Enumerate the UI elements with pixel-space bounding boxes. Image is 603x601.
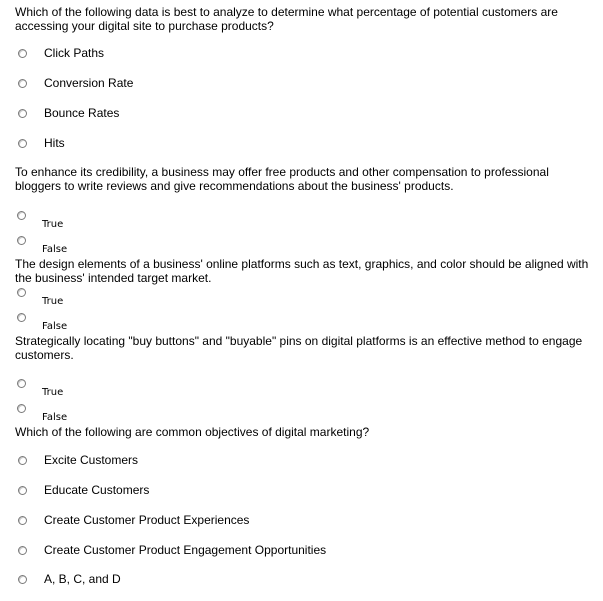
q1-option-hits[interactable] <box>18 135 65 151</box>
option-label: Educate Customers <box>44 483 150 497</box>
q1-option-bounce-rates[interactable] <box>18 105 119 121</box>
q5-option-engagement-opportunities[interactable] <box>18 542 326 558</box>
option-label: Create Customer Product Engagement Opportunities <box>44 543 327 557</box>
q1-option-click-paths[interactable] <box>18 45 104 61</box>
radio-button[interactable] <box>17 236 26 245</box>
radio-button[interactable] <box>17 211 26 220</box>
radio-button[interactable] <box>18 546 27 555</box>
radio-button[interactable] <box>17 404 26 413</box>
option-label: False <box>42 412 68 423</box>
option-label: False <box>42 321 68 332</box>
option-label: Hits <box>44 136 65 150</box>
q5-option-excite-customers[interactable] <box>18 452 138 468</box>
radio-button[interactable] <box>18 139 27 148</box>
radio-button[interactable] <box>18 575 27 584</box>
radio-button[interactable] <box>18 516 27 525</box>
radio-button[interactable] <box>18 456 27 465</box>
question-2-text: To enhance its credibility, a business may offer free products and other compensation to professional bloggers to write reviews and give recommendations about the business' products. <box>15 165 549 193</box>
q1-option-conversion-rate[interactable] <box>18 75 133 91</box>
question-1-text: Which of the following data is best to analyze to determine what percentage of potential customers are accessing your digital site to purchase products? <box>15 5 558 33</box>
radio-button[interactable] <box>18 49 27 58</box>
question-5-text: Which of the following are common objectives of digital marketing? <box>15 425 370 439</box>
radio-button[interactable] <box>18 109 27 118</box>
option-label: A, B, C, and D <box>44 572 121 586</box>
radio-button[interactable] <box>17 313 26 322</box>
option-label: True <box>42 219 64 230</box>
option-label: True <box>42 387 64 398</box>
radio-button[interactable] <box>17 288 26 297</box>
option-label: Conversion Rate <box>44 76 134 90</box>
option-label: Click Paths <box>44 46 105 60</box>
option-label: False <box>42 244 68 255</box>
option-label: Create Customer Product Experiences <box>44 513 250 527</box>
q5-option-educate-customers[interactable] <box>18 482 149 498</box>
option-label: Excite Customers <box>44 453 139 467</box>
option-label: Bounce Rates <box>44 106 120 120</box>
radio-button[interactable] <box>17 379 26 388</box>
q5-option-all-of-above[interactable] <box>18 571 121 587</box>
radio-button[interactable] <box>18 486 27 495</box>
option-label: True <box>42 296 64 307</box>
radio-button[interactable] <box>18 79 27 88</box>
question-4-text: Strategically locating "buy buttons" and "buyable" pins on digital platforms is an effective method to engage customers. <box>15 334 583 362</box>
q5-option-product-experiences[interactable] <box>18 512 249 528</box>
question-3-text: The design elements of a business' online platforms such as text, graphics, and color should be aligned with the business' intended target market. <box>15 257 589 285</box>
